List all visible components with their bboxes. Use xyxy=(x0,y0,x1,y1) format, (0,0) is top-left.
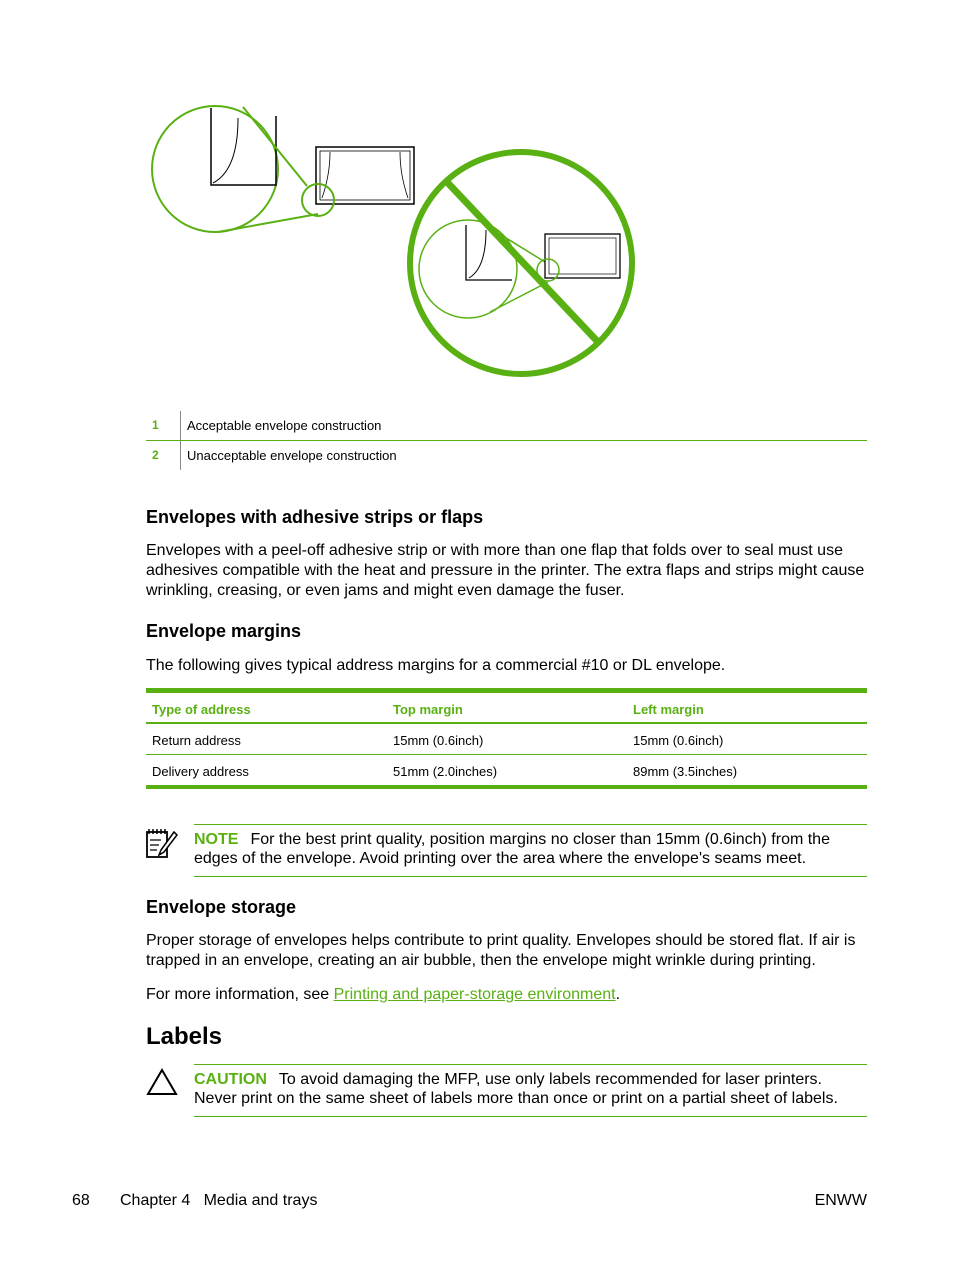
more-info-line xyxy=(146,985,867,1005)
legend-number: 2 xyxy=(152,448,159,462)
printing-environment-link[interactable]: Printing and paper-storage environment xyxy=(333,986,616,1003)
table-cell: Delivery address xyxy=(152,764,249,779)
page-number: 68 xyxy=(72,1192,90,1209)
section-body-storage: Proper storage of envelopes helps contribute to print quality. Envelopes should be stored flat. If air is trapped in an envelope, creating an air bubble, then the envelope might wrinkle during printing. xyxy=(146,932,856,969)
table-bottom-rule xyxy=(146,785,867,789)
acceptable-envelope-figure xyxy=(152,106,414,232)
legend-number: 1 xyxy=(152,418,159,432)
table-row xyxy=(146,755,867,785)
table-row xyxy=(146,724,867,755)
column-header: Top margin xyxy=(393,702,463,717)
caution-text: To avoid damaging the MFP, use only labels recommended for laser printers. Never print on the same sheet of labels more than once or print on a partial sheet of labels. xyxy=(194,1071,838,1107)
note-box xyxy=(194,824,867,877)
legend-divider xyxy=(180,441,181,470)
note-text: For the best print quality, position margins no closer than 15mm (0.6inch) from the edges of the envelope. Avoid printing over the area where the envelope's seams meet. xyxy=(194,831,830,867)
section-heading-margins: Envelope margins xyxy=(146,621,302,641)
chapter-title: Chapter 4 Media and trays xyxy=(120,1192,318,1209)
column-header: Left margin xyxy=(633,702,704,717)
more-info-suffix: . xyxy=(615,986,621,1003)
note-icon xyxy=(144,826,178,860)
caution-paragraph xyxy=(194,1065,867,1116)
footer-right: ENWW xyxy=(814,1192,867,1209)
note-label: NOTE xyxy=(194,831,239,848)
section-heading-storage: Envelope storage xyxy=(146,897,297,917)
legend-row xyxy=(146,411,867,441)
section-heading-adhesive: Envelopes with adhesive strips or flaps xyxy=(146,507,484,527)
envelope-construction-illustration xyxy=(140,100,640,385)
legend-text: Unacceptable envelope construction xyxy=(187,448,397,463)
table-header xyxy=(146,693,867,724)
section-body-adhesive: Envelopes with a peel-off adhesive strip or with more than one flap that folds over to seal must use adhesives compatible with the heat and pressure in the printer. The extra flaps and strips might cause wrinkling, creasing, or even jams and might even damage the fuser. xyxy=(146,542,865,599)
labels-heading: Labels xyxy=(146,1023,223,1050)
more-info-prefix: For more information, see xyxy=(146,986,334,1003)
caution-label: CAUTION xyxy=(194,1071,267,1088)
legend-row xyxy=(146,441,867,470)
note-paragraph xyxy=(194,825,867,876)
column-header: Type of address xyxy=(152,702,251,717)
section-body-margins: The following gives typical address margins for a commercial #10 or DL envelope. xyxy=(146,657,726,674)
caution-box xyxy=(194,1064,867,1117)
unacceptable-envelope-figure xyxy=(410,152,632,374)
table-cell: Return address xyxy=(152,733,241,748)
legend-text: Acceptable envelope construction xyxy=(187,418,382,433)
legend-divider xyxy=(180,411,181,440)
margins-table xyxy=(146,688,867,789)
table-cell: 89mm (3.5inches) xyxy=(633,764,738,779)
caution-icon xyxy=(146,1068,178,1096)
table-cell: 15mm (0.6inch) xyxy=(393,733,484,748)
table-cell: 15mm (0.6inch) xyxy=(633,733,724,748)
figure-legend xyxy=(146,411,867,470)
table-cell: 51mm (2.0inches) xyxy=(393,764,498,779)
